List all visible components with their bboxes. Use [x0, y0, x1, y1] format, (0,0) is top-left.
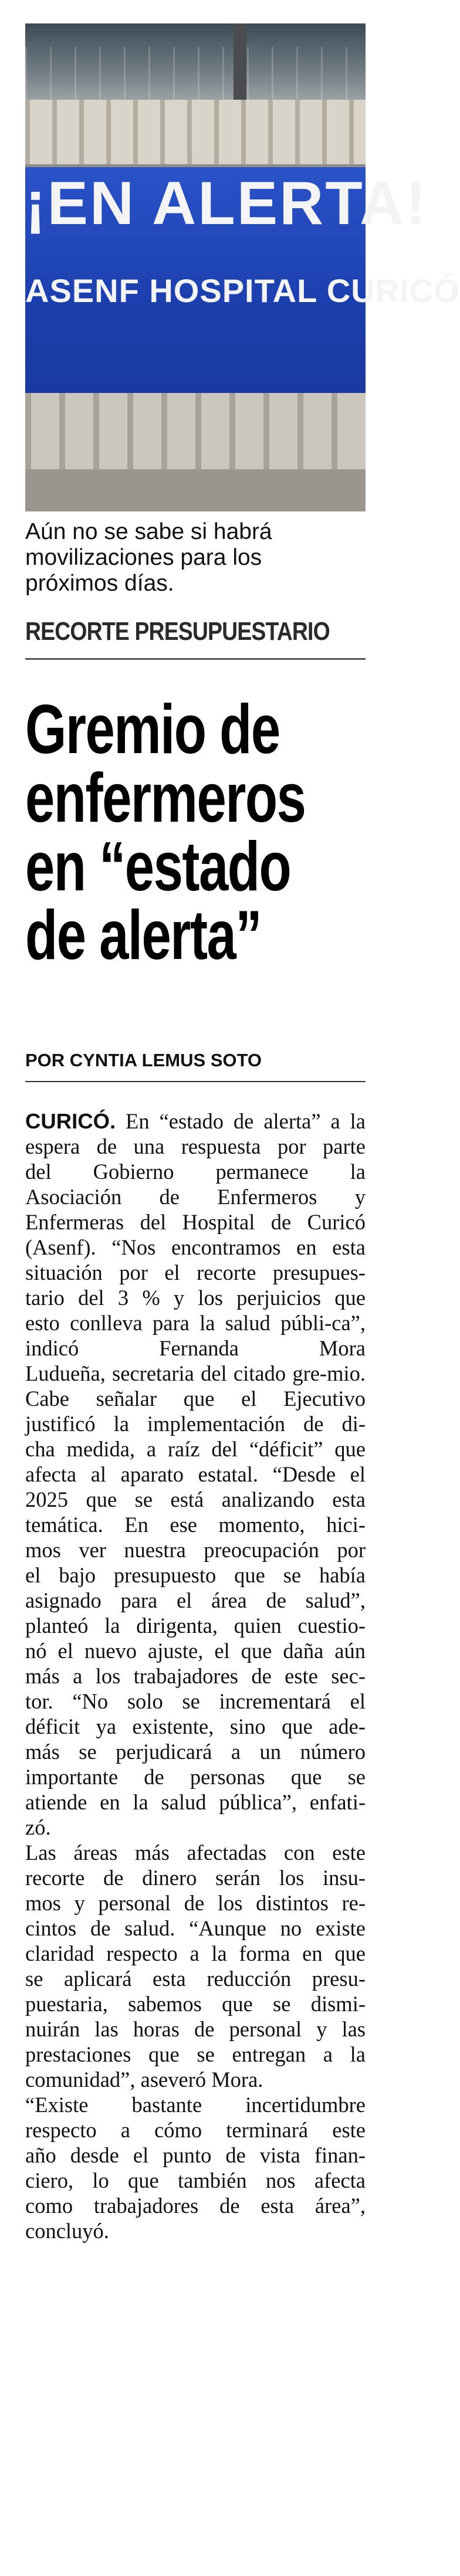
body-line: Asociación de Enfermeros y — [25, 1185, 366, 1209]
body-line: nuirán las horas de personal y las — [25, 2017, 366, 2041]
body-line: recorte de dinero serán los insu- — [25, 1866, 366, 1890]
body-line: mos ver nuestra preocupación por — [25, 1538, 366, 1562]
body-line: zó. — [25, 1815, 51, 1839]
body-line: concluyó. — [25, 2219, 109, 2243]
banner-text-alert: ¡EN ALERTA! — [25, 170, 428, 238]
body-line: se aplicará esta reducción presu- — [25, 1967, 366, 1991]
body-line: (Asenf). “Nos encontramos en esta — [25, 1235, 366, 1259]
section-label: RECORTE PRESUPUESTARIO — [25, 617, 330, 646]
dateline: CURICÓ. — [25, 1109, 116, 1133]
body-line: esto conlleva para la salud públi-ca”, — [25, 1311, 366, 1335]
body-line: CURICÓ. En “estado de alerta” a la — [25, 1109, 366, 1133]
body-line: Las áreas más afectadas con este — [25, 1841, 366, 1865]
body-line: respecto a cómo terminará este — [25, 2118, 366, 2142]
body-line: más se perjudicará a un número — [25, 1740, 366, 1764]
photo-fence — [25, 100, 366, 164]
body-line: más a los trabajadores de este sec- — [25, 1664, 366, 1688]
body-line: situación por el recorte presupues- — [25, 1260, 366, 1284]
article-body — [25, 1109, 366, 2243]
body-line: Enfermeras del Hospital de Curicó — [25, 1210, 366, 1234]
byline: POR CYNTIA LEMUS SOTO — [25, 1050, 262, 1070]
body-line: temática. En ese momento, hici- — [25, 1513, 366, 1537]
body-line: espera de una respuesta por parte — [25, 1134, 366, 1158]
body-line: “Existe bastante incertidumbre — [25, 2093, 366, 2117]
body-line: prestaciones que se entregan a la — [25, 2042, 366, 2066]
body-line: el bajo presupuesto que se había — [25, 1563, 366, 1587]
body-lines — [25, 1134, 366, 2243]
byline-divider — [25, 1081, 366, 1082]
body-line: importante de personas que se — [25, 1765, 366, 1789]
body-line: planteó la dirigenta, quien cuestio- — [25, 1614, 366, 1638]
body-line: tor. “No solo se incrementará el — [25, 1689, 366, 1713]
body-line: atiende en la salud pública”, enfati- — [25, 1790, 366, 1814]
body-line: puestaria, sabemos que se dismi- — [25, 1992, 366, 2016]
news-photo — [25, 23, 460, 511]
body-line: 2025 que se está analizando esta — [25, 1487, 366, 1511]
body-line: comunidad”, aseveró Mora. — [25, 2067, 263, 2092]
body-line: año desde el punto de vista finan- — [25, 2143, 366, 2167]
body-line: mos y personal de los distintos re- — [25, 1891, 366, 1915]
section-divider — [25, 658, 366, 660]
body-line: afecta al aparato estatal. “Desde el — [25, 1462, 366, 1486]
body-line: justificó la implementación de di- — [25, 1412, 366, 1436]
body-line: cha medida, a raíz del “déficit” que — [25, 1437, 366, 1461]
body-line: como trabajadores de esta área”, — [25, 2194, 366, 2218]
banner-text-hospital: ASENF HOSPITAL CURICÓ — [25, 272, 460, 309]
body-line: ciero, lo que también nos afecta — [25, 2168, 366, 2192]
photo-caption: Aún no se sabe si habrá movilizaciones para los próximos días. — [25, 519, 272, 596]
body-line: claridad respecto a la forma en que — [25, 1941, 366, 1965]
body-line: cintos de salud. “Aunque no existe — [25, 1916, 366, 1940]
body-line: indicó Fernanda Mora — [25, 1336, 366, 1360]
body-line: Ludueña, secretaria del citado gre-mio. — [25, 1361, 366, 1385]
body-line: déficit ya existente, sino que ade- — [25, 1714, 366, 1738]
body-line: del Gobierno permanece la — [25, 1160, 366, 1184]
headline: Gremio de enfermeros en “estado de alerta” — [25, 690, 306, 974]
body-line: Cabe señalar que el Ejecutivo — [25, 1387, 366, 1411]
body-line: nó el nuevo ajuste, el que daña aún — [25, 1639, 366, 1663]
body-line: asignado para el área de salud”, — [25, 1588, 366, 1612]
body-line: tario del 3 % y los perjuicios que — [25, 1286, 366, 1310]
